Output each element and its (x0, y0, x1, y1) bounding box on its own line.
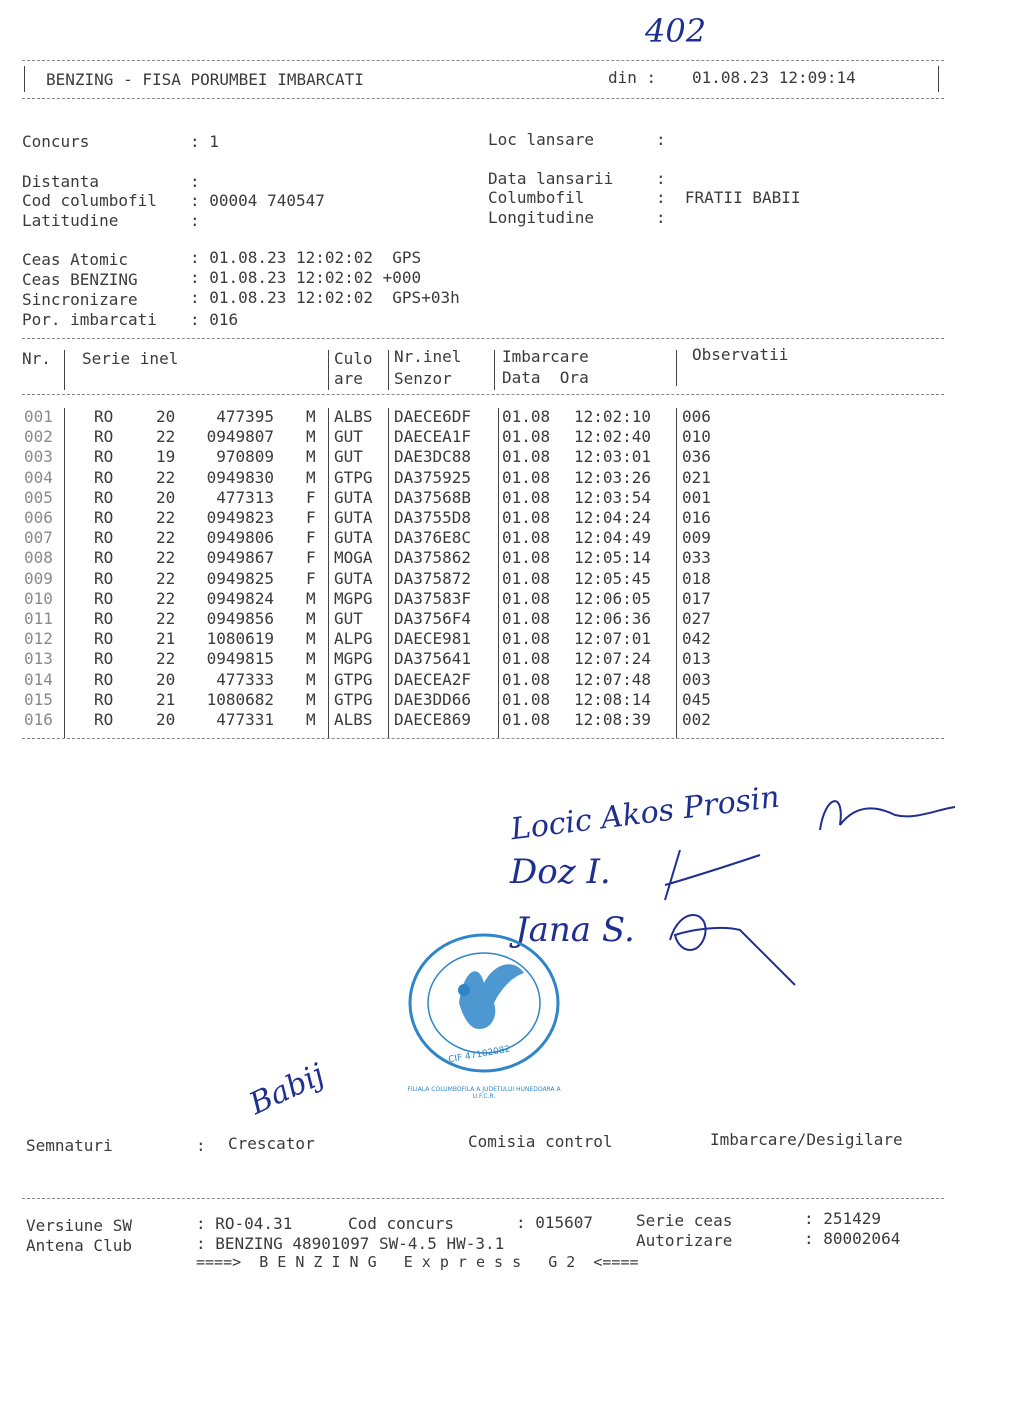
cell-ring: 477331 (216, 710, 274, 729)
cell-color: ALBS (334, 710, 373, 729)
cell-obs: 010 (682, 427, 711, 447)
cell-year: 20 (156, 407, 176, 426)
cell-year: 22 (156, 548, 176, 568)
cell-time: 12:07:01 (574, 629, 652, 649)
col-divider-2 (328, 408, 329, 738)
cell-sex: F (306, 508, 316, 527)
crescator-label: Crescator (228, 1134, 315, 1153)
cell-date: 01.08 (502, 588, 551, 608)
cell-sex: M (306, 629, 316, 649)
cell-ring: 970809 (216, 447, 274, 467)
ceas-atomic-value: : 01.08.23 12:02:02 GPS (190, 248, 422, 267)
cod-columbofil-label: Cod columbofil (22, 191, 157, 210)
cell-country: RO (94, 588, 114, 608)
cell-time: 12:07:24 (574, 649, 652, 669)
document-title: BENZING - FISA PORUMBEI IMBARCATI (46, 70, 364, 89)
comisia-control-label: Comisia control (468, 1132, 613, 1151)
header-divider-5 (676, 350, 677, 386)
cell-year: 22 (156, 649, 176, 669)
cell-color: MGPG (334, 649, 373, 669)
cell-ring: 0949830 (206, 467, 274, 487)
cell-nr: 006 (24, 508, 53, 527)
cell-nr: 010 (24, 588, 53, 608)
ceas-benzing-label: Ceas BENZING (22, 270, 138, 289)
cell-sex: M (306, 649, 316, 669)
cell-nr: 001 (24, 407, 53, 426)
benzing-express-banner: ====> B E N Z I N G E x p r e s s G 2 <==== (196, 1253, 639, 1271)
header-bottom-rule (22, 98, 944, 99)
antena-club-label: Antena Club (26, 1236, 132, 1255)
header-left-bar (24, 66, 25, 92)
cell-sensor: DA3755D8 (394, 508, 472, 527)
cell-sensor: DA375925 (394, 467, 472, 487)
header-divider-3 (388, 350, 389, 390)
cell-obs: 045 (682, 689, 711, 709)
cell-obs: 003 (682, 669, 711, 689)
cell-country: RO (94, 467, 114, 487)
cell-nr: 007 (24, 528, 53, 548)
col-divider-5 (676, 408, 677, 738)
cell-date: 01.08 (502, 487, 551, 507)
cell-ring: 0949807 (206, 427, 274, 447)
cell-year: 22 (156, 609, 176, 628)
longitudine-label: Longitudine (488, 208, 594, 227)
semnaturi-label: Semnaturi (26, 1136, 113, 1155)
cell-sex: F (306, 528, 316, 548)
cell-color: GTPG (334, 689, 373, 709)
cell-obs: 021 (682, 467, 711, 487)
cell-ring: 1080619 (206, 629, 274, 649)
cell-ring: 0949815 (206, 649, 274, 669)
signature-flourish-2 (660, 845, 770, 905)
longitudine-value: : (656, 208, 666, 227)
cell-sensor: DAECE981 (394, 629, 472, 649)
cell-time: 12:08:39 (574, 710, 652, 729)
cell-ring: 0949867 (206, 548, 274, 568)
distanta-value: : (190, 172, 200, 191)
cell-country: RO (94, 427, 114, 447)
serie-ceas-value: : 251429 (804, 1209, 882, 1228)
cell-sensor: DA37568B (394, 487, 472, 507)
cell-country: RO (94, 609, 114, 628)
columbofil-label: Columbofil (488, 188, 585, 207)
cell-sensor: DAECEA1F (394, 427, 472, 447)
cell-sensor: DAE3DD66 (394, 689, 472, 709)
cod-concurs-label: Cod concurs (348, 1214, 454, 1233)
cell-ring: 477333 (216, 669, 274, 689)
autorizare-label: Autorizare (636, 1231, 733, 1250)
stamp-ring-text: FILIALA COLUMBOFILA A JUDETULUI HUNEDOARA A U.F.C.R. (407, 1086, 561, 1100)
cell-date: 01.08 (502, 669, 551, 689)
col-header-nr-inel: Nr.inel (394, 347, 462, 366)
cell-color: GUTA (334, 508, 373, 527)
handwritten-signature-line-3: Jana S. (515, 910, 635, 950)
cell-time: 12:02:10 (574, 407, 652, 426)
sincronizare-label: Sincronizare (22, 290, 138, 309)
col-header-senzor: Senzor (394, 369, 452, 388)
cell-ring: 0949806 (206, 528, 274, 548)
cell-country: RO (94, 447, 114, 467)
col-header-culoare-2: are (334, 369, 363, 388)
cell-date: 01.08 (502, 528, 551, 548)
loc-lansare-value: : (656, 130, 666, 149)
cell-color: GUT (334, 427, 363, 447)
cell-time: 12:03:54 (574, 487, 652, 507)
cell-year: 19 (156, 447, 176, 467)
por-imbarcati-label: Por. imbarcati (22, 310, 157, 329)
cell-country: RO (94, 528, 114, 548)
cell-time: 12:03:01 (574, 447, 652, 467)
col-header-serie: Serie inel (82, 349, 179, 368)
cell-ring: 0949825 (206, 568, 274, 588)
cell-sensor: DA37583F (394, 588, 472, 608)
cell-time: 12:05:45 (574, 568, 652, 588)
cell-country: RO (94, 487, 114, 507)
cell-sensor: DA376E8C (394, 528, 472, 548)
cod-concurs-value: : 015607 (516, 1213, 594, 1232)
cell-color: GTPG (334, 467, 373, 487)
cell-year: 22 (156, 508, 176, 527)
din-label: din : (608, 68, 657, 87)
cell-obs: 016 (682, 508, 711, 527)
por-imbarcati-value: : 016 (190, 310, 239, 329)
cell-country: RO (94, 629, 114, 649)
cell-date: 01.08 (502, 427, 551, 447)
columbofil-value: : FRATII BABII (656, 188, 801, 207)
cell-color: GTPG (334, 669, 373, 689)
cell-sex: M (306, 427, 316, 447)
cell-nr: 011 (24, 609, 53, 628)
header-datetime: 01.08.23 12:09:14 (692, 68, 856, 87)
latitudine-label: Latitudine (22, 211, 119, 230)
cell-time: 12:03:26 (574, 467, 652, 487)
cell-color: MGPG (334, 588, 373, 608)
ceas-benzing-value: : 01.08.23 12:02:02 +000 (190, 268, 422, 287)
cell-sensor: DA375872 (394, 568, 472, 588)
table-bottom-rule (22, 738, 944, 739)
cell-color: GUTA (334, 568, 373, 588)
cell-sex: M (306, 609, 316, 628)
cell-color: ALBS (334, 407, 373, 426)
col-header-data-ora: Data Ora (502, 368, 589, 387)
cell-sex: M (306, 588, 316, 608)
cell-obs: 002 (682, 710, 711, 729)
cell-year: 21 (156, 689, 176, 709)
cell-sensor: DAECEA2F (394, 669, 472, 689)
cell-color: GUT (334, 609, 363, 628)
cell-obs: 042 (682, 629, 711, 649)
col-divider-4 (498, 408, 499, 738)
cell-obs: 013 (682, 649, 711, 669)
col-header-observatii: Observatii (692, 345, 789, 364)
cell-time: 12:07:48 (574, 669, 652, 689)
cell-ring: 477395 (216, 407, 274, 426)
cell-sensor: DAE3DC88 (394, 447, 472, 467)
cell-color: ALPG (334, 629, 373, 649)
crescator-signature: Babij (244, 1057, 330, 1122)
cell-nr: 005 (24, 487, 53, 507)
cell-sensor: DAECE869 (394, 710, 472, 729)
cell-sex: M (306, 447, 316, 467)
cell-time: 12:06:05 (574, 588, 652, 608)
cell-sensor: DAECE6DF (394, 407, 472, 426)
cell-color: GUT (334, 447, 363, 467)
cell-sensor: DA375862 (394, 548, 472, 568)
cell-country: RO (94, 508, 114, 527)
handwritten-signature-line-2: Doz I. (510, 852, 611, 892)
cell-sex: M (306, 467, 316, 487)
cell-nr: 014 (24, 669, 53, 689)
cell-year: 20 (156, 710, 176, 729)
footer-rule (22, 1198, 944, 1199)
header-divider-2 (328, 350, 329, 390)
cell-time: 12:04:49 (574, 528, 652, 548)
data-lansarii-label: Data lansarii (488, 169, 614, 188)
cod-columbofil-value: : 00004 740547 (190, 191, 325, 210)
cell-color: GUTA (334, 487, 373, 507)
cell-date: 01.08 (502, 508, 551, 527)
cell-sex: M (306, 710, 316, 729)
cell-color: MOGA (334, 548, 373, 568)
col-header-imbarcare: Imbarcare (502, 347, 589, 366)
cell-nr: 003 (24, 447, 53, 467)
cell-date: 01.08 (502, 568, 551, 588)
cell-date: 01.08 (502, 407, 551, 426)
autorizare-value: : 80002064 (804, 1229, 901, 1248)
cell-nr: 015 (24, 689, 53, 709)
cell-obs: 036 (682, 447, 711, 467)
cell-sex: F (306, 568, 316, 588)
distanta-label: Distanta (22, 172, 100, 191)
signature-flourish-3 (660, 900, 810, 990)
cell-country: RO (94, 669, 114, 689)
col-header-nr: Nr. (22, 349, 51, 368)
sincronizare-value: : 01.08.23 12:02:02 GPS+03h (190, 288, 460, 307)
col-divider-1 (64, 408, 65, 738)
cell-color: GUTA (334, 528, 373, 548)
concurs-label: Concurs (22, 132, 90, 151)
versiune-sw-value: : RO-04.31 (196, 1214, 293, 1233)
cell-time: 12:02:40 (574, 427, 652, 447)
antena-club-value: : BENZING 48901097 SW-4.5 HW-3.1 (196, 1234, 505, 1253)
cell-time: 12:08:14 (574, 689, 652, 709)
cell-sex: M (306, 669, 316, 689)
cell-ring: 477313 (216, 487, 274, 507)
header-top-rule (22, 60, 944, 61)
cell-ring: 0949824 (206, 588, 274, 608)
cell-year: 22 (156, 588, 176, 608)
ceas-atomic-label: Ceas Atomic (22, 250, 128, 269)
semnaturi-colon: : (196, 1136, 206, 1155)
cell-nr: 008 (24, 548, 53, 568)
header-divider-1 (64, 350, 65, 390)
cell-country: RO (94, 710, 114, 729)
cell-time: 12:06:36 (574, 609, 652, 628)
cell-sex: M (306, 689, 316, 709)
cell-nr: 013 (24, 649, 53, 669)
cell-sensor: DA3756F4 (394, 609, 472, 628)
serie-ceas-label: Serie ceas (636, 1211, 733, 1230)
cell-sex: M (306, 407, 316, 426)
cell-country: RO (94, 689, 114, 709)
cell-year: 20 (156, 487, 176, 507)
data-lansarii-value: : (656, 169, 666, 188)
cell-date: 01.08 (502, 689, 551, 709)
cell-sensor: DA375641 (394, 649, 472, 669)
versiune-sw-label: Versiune SW (26, 1216, 132, 1235)
cell-nr: 016 (24, 710, 53, 729)
cell-nr: 012 (24, 629, 53, 649)
cell-date: 01.08 (502, 710, 551, 729)
cell-date: 01.08 (502, 447, 551, 467)
loc-lansare-label: Loc lansare (488, 130, 594, 149)
table-top-rule (22, 338, 944, 339)
cell-date: 01.08 (502, 629, 551, 649)
cell-date: 01.08 (502, 467, 551, 487)
cell-country: RO (94, 548, 114, 568)
handwritten-signature-line-1: Locic Akos Prosin (508, 779, 782, 848)
cell-date: 01.08 (502, 649, 551, 669)
signature-flourish-1 (815, 785, 965, 845)
cell-date: 01.08 (502, 548, 551, 568)
cell-country: RO (94, 568, 114, 588)
cell-ring: 1080682 (206, 689, 274, 709)
latitudine-value: : (190, 211, 200, 230)
table-header-rule (22, 394, 944, 395)
cell-ring: 0949856 (206, 609, 274, 628)
cell-time: 12:05:14 (574, 548, 652, 568)
handwritten-page-number: 402 (645, 12, 707, 50)
cell-year: 20 (156, 669, 176, 689)
cell-year: 22 (156, 568, 176, 588)
header-divider-4 (494, 350, 495, 390)
col-divider-3 (388, 408, 389, 738)
cell-year: 22 (156, 427, 176, 447)
cell-obs: 006 (682, 407, 711, 426)
cell-country: RO (94, 649, 114, 669)
cell-date: 01.08 (502, 609, 551, 628)
cell-obs: 027 (682, 609, 711, 628)
cell-obs: 018 (682, 568, 711, 588)
cell-nr: 004 (24, 467, 53, 487)
cell-sex: F (306, 548, 316, 568)
cell-obs: 009 (682, 528, 711, 548)
imbarcare-desigilare-label: Imbarcare/Desigilare (710, 1130, 903, 1149)
col-header-culoare: Culo (334, 349, 373, 368)
cell-year: 21 (156, 629, 176, 649)
cell-nr: 002 (24, 427, 53, 447)
cell-year: 22 (156, 467, 176, 487)
cell-time: 12:04:24 (574, 508, 652, 527)
concurs-value: : 1 (190, 132, 219, 151)
cell-nr: 009 (24, 568, 53, 588)
cell-obs: 033 (682, 548, 711, 568)
cell-year: 22 (156, 528, 176, 548)
cell-country: RO (94, 407, 114, 426)
cell-obs: 017 (682, 588, 711, 608)
stamp-cif: CIF 47102082 (447, 1044, 512, 1066)
header-right-bar (938, 66, 939, 92)
cell-obs: 001 (682, 487, 711, 507)
cell-sex: F (306, 487, 316, 507)
cell-ring: 0949823 (206, 508, 274, 527)
